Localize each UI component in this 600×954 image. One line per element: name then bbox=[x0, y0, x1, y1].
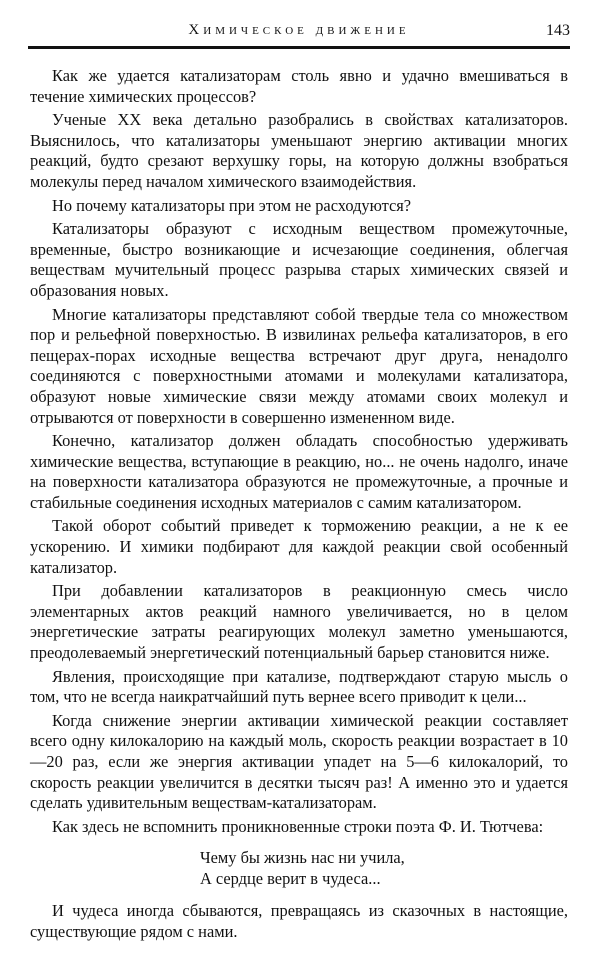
paragraph: Такой оборот событий приведет к торможению реакции, а не к ее ускорению. И химики подбирают для каждой реакции свой особенный катализатор. bbox=[30, 516, 568, 577]
closing-paragraph: И чудеса иногда сбываются, превращаясь из сказочных в настоящие, существующие рядом с нами. bbox=[30, 901, 568, 941]
paragraph: Когда снижение энергии активации химической реакции составляет всего одну килокалорию на каждый моль, скорость реакции возрастает в 10—20 раз, если же энергия активации упадет на 5—6 килокалорий, то скорость реакции увеличится в десятки тысяч раз! А именно это и удается сделать удивительным веществам-катализаторам. bbox=[30, 710, 568, 813]
poem-line: А сердце верит в чудеса... bbox=[200, 869, 381, 889]
paragraph: Конечно, катализатор должен обладать способностью удерживать химические вещества, вступающие в реакцию, но... не очень надолго, иначе на поверхности катализатора образуются не промежуточные, а прочные и стабильные соединения исходных материалов с самим катализатором. bbox=[30, 431, 568, 512]
paragraph: Катализаторы образуют с исходным веществом промежуточные, временные, быстро возникающие и исчезающие соединения, облегчая веществам мучительный процесс разрыва старых химических связей и образования новых. bbox=[30, 219, 568, 300]
page-header bbox=[28, 22, 570, 44]
poem-quote bbox=[200, 847, 568, 889]
paragraph: Многие катализаторы представляют собой твердые тела со множеством пор и рельефной поверхностью. В извилинах рельефа катализаторов, в его пещерах-порах исходные вещества встречают друг друга, ненадолго соединяются с поверхностными атомами и молекулами катализатора, образуют новые химические связи между атомами своих молекул и отрываются от поверхности в совершенно измененном виде. bbox=[30, 304, 568, 427]
page-number: 143 bbox=[546, 22, 570, 39]
running-title: Химическое движение bbox=[188, 22, 410, 38]
paragraph: При добавлении катализаторов в реакционную смесь число элементарных актов реакций намного увеличивается, но в целом энергетические затраты реагирующих молекул заметно уменьшаются, преодолеваемый энергетический потенциальный барьер становится ниже. bbox=[30, 581, 568, 663]
paragraph: Как же удается катализаторам столь явно и удачно вмешиваться в течение химических процессов? bbox=[30, 66, 568, 106]
header-rule bbox=[28, 46, 570, 49]
poem-line: Чему бы жизнь нас ни учила, bbox=[200, 848, 405, 868]
paragraph: Ученые XX века детально разобрались в свойствах катализаторов. Выяснилось, что катализаторы уменьшают энергию активации многих реакций, будто срезают верхушку горы, на которую должны взобраться молекулы перед началом химического взаимодействия. bbox=[30, 110, 568, 191]
paragraph: Явления, происходящие при катализе, подтверждают старую мысль о том, что не всегда наикратчайший путь вернее всего приводит к цели... bbox=[30, 666, 568, 707]
body-text bbox=[30, 66, 568, 946]
paragraph: Как здесь не вспомнить проникновенные строки поэта Ф. И. Тютчева: bbox=[52, 816, 544, 836]
paragraph: Но почему катализаторы при этом не расходуются? bbox=[52, 195, 412, 215]
